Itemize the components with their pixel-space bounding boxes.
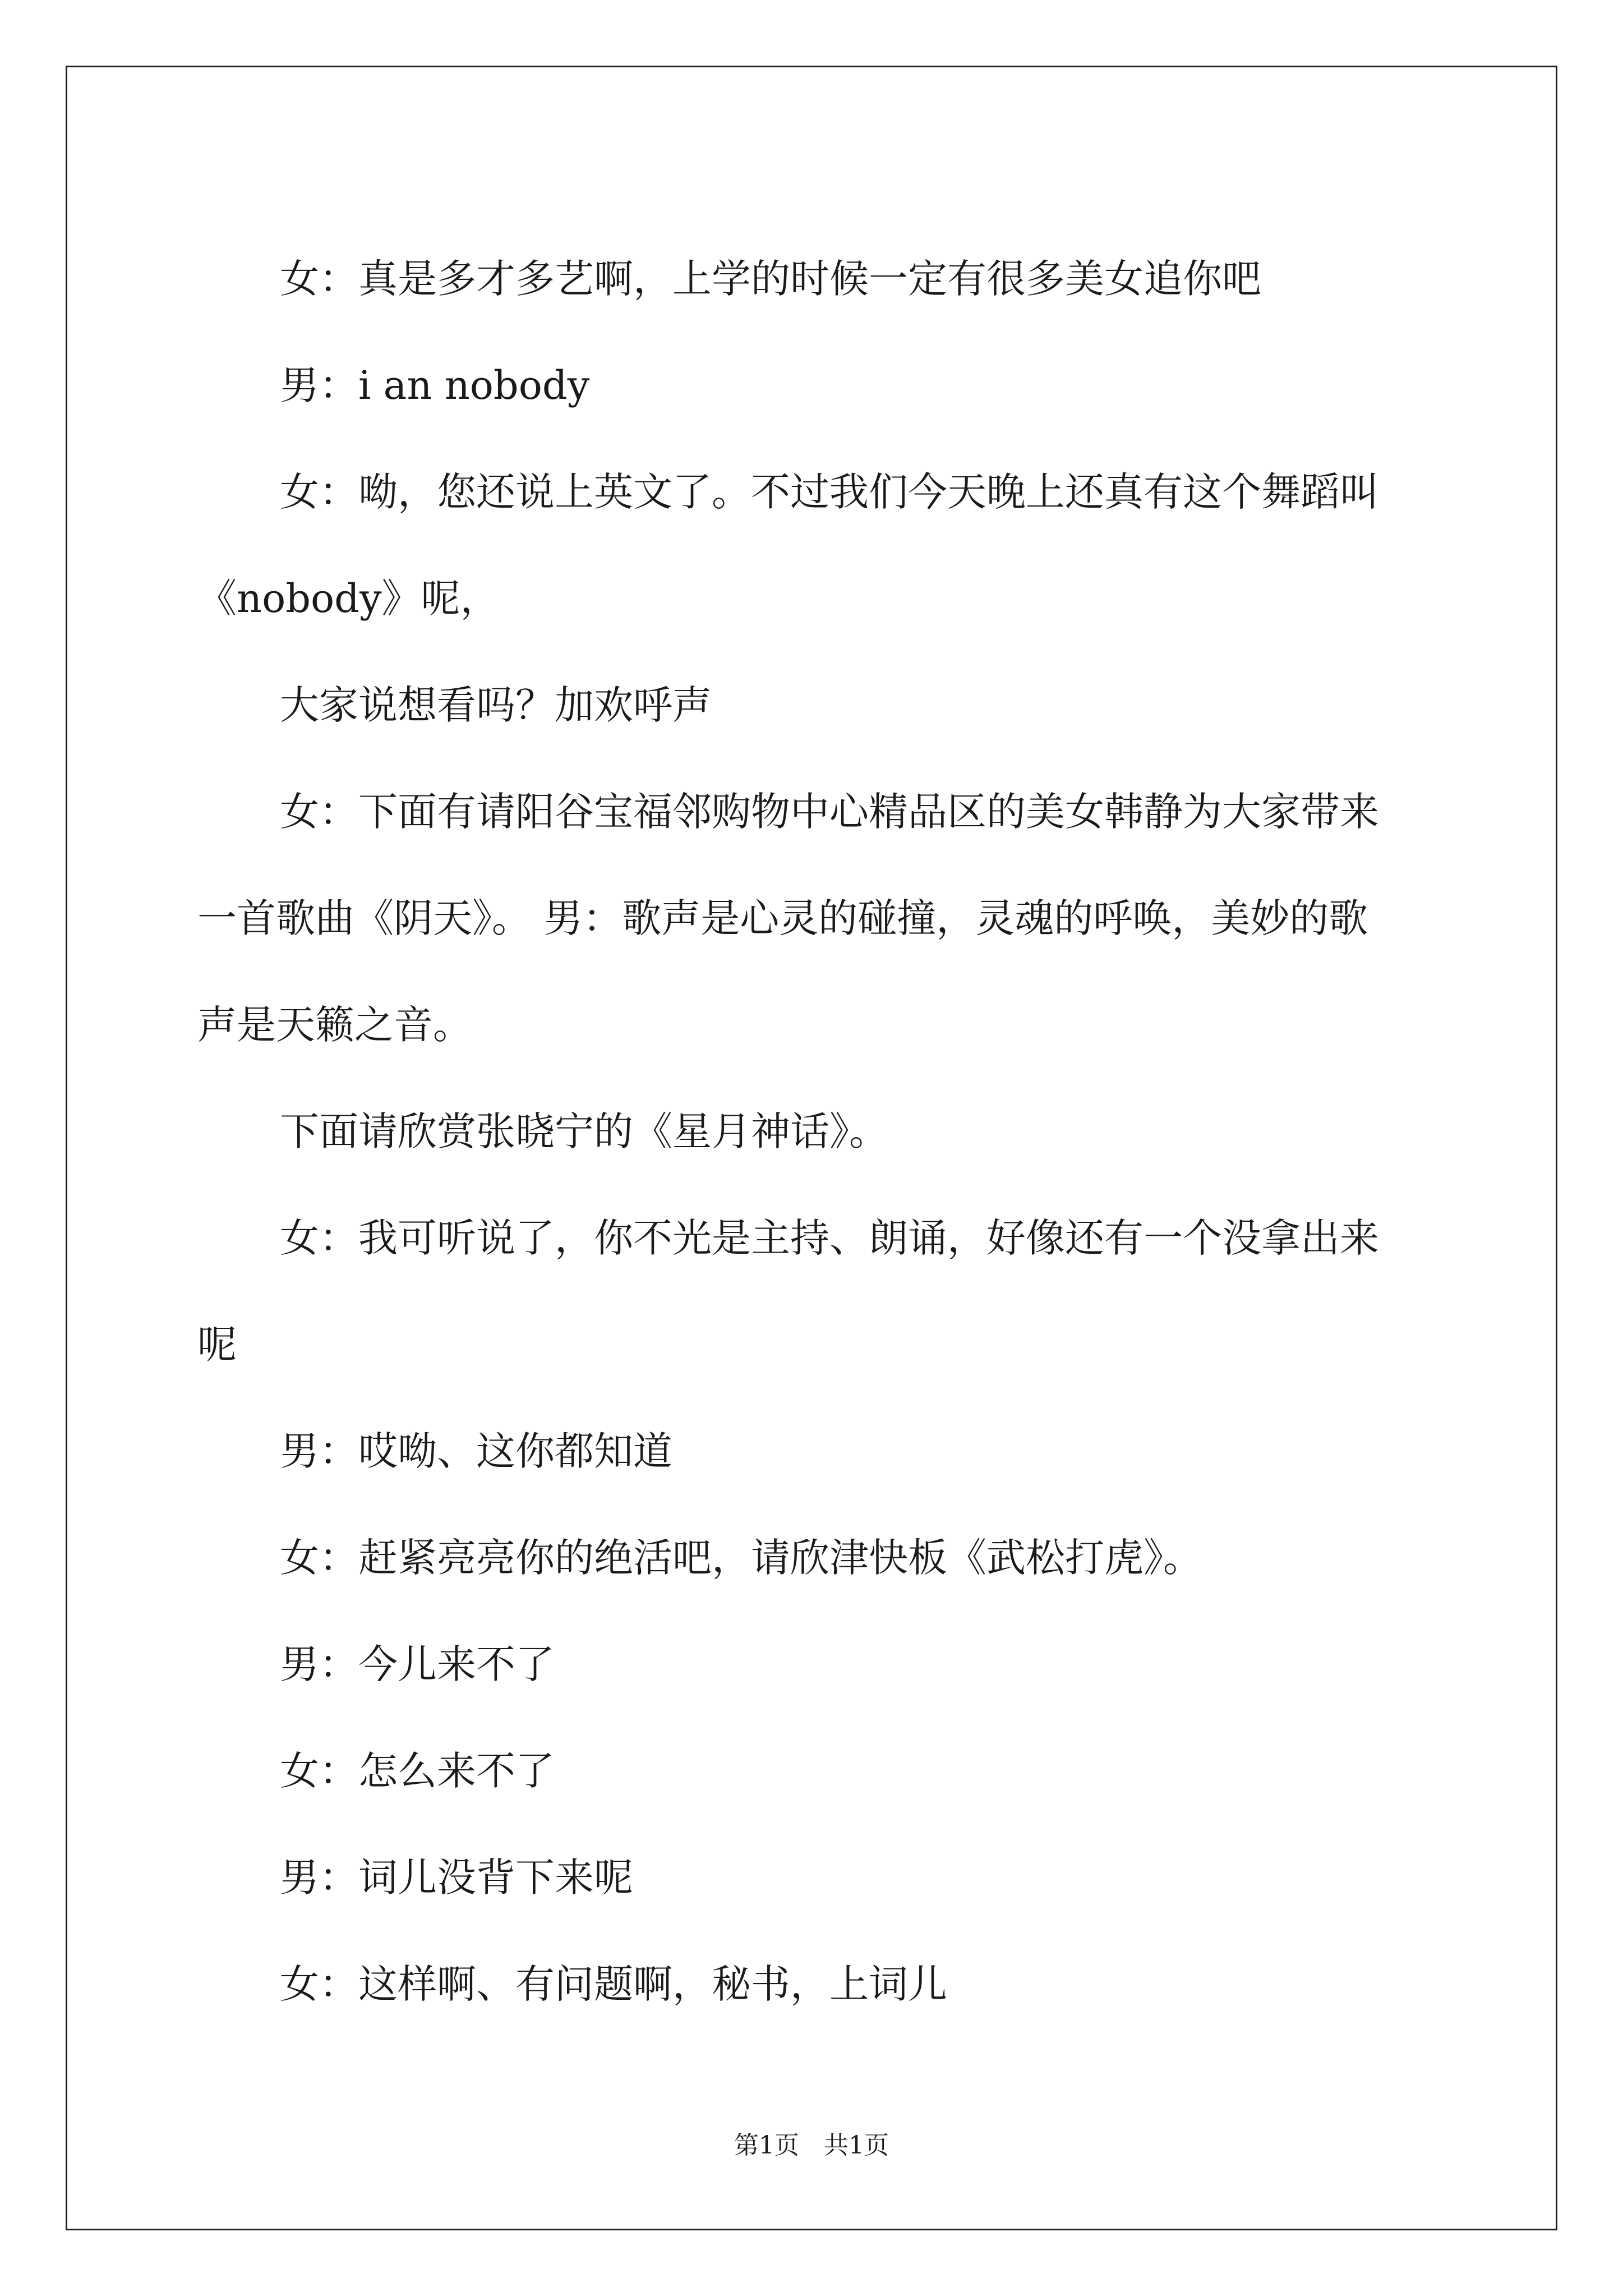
text-line: 女：赶紧亮亮你的绝活吧，请欣津快板《武松打虎》。	[280, 1535, 1202, 1581]
text-line: 下面请欣赏张晓宁的《星月神话》。	[280, 1108, 888, 1154]
text-line: 女：这样啊、有问题啊，秘书，上词儿	[280, 1961, 947, 2007]
text-line: 女：我可听说了，你不光是主持、朗诵，好像还有一个没拿出来	[280, 1215, 1379, 1261]
paragraph	[197, 1078, 1434, 1185]
text-line: 男：词儿没背下来呢	[280, 1855, 633, 1901]
paragraph	[197, 226, 1434, 332]
paragraph	[197, 439, 1434, 652]
text-line: 女：怎么来不了	[280, 1748, 555, 1794]
page-number: 第1页 共1页	[734, 2131, 889, 2160]
paragraph	[197, 1611, 1434, 1718]
text-line: 男：今儿来不了	[280, 1641, 555, 1687]
paragraph	[197, 332, 1434, 439]
paragraph	[197, 1718, 1434, 1824]
text-line: 女：呦，您还说上英文了。不过我们今天晚上还真有这个舞蹈叫	[280, 469, 1379, 515]
text-line: 一首歌曲《阴天》。 男：歌声是心灵的碰撞，灵魂的呼唤，美妙的歌	[197, 895, 1368, 941]
paragraph	[197, 652, 1434, 758]
paragraph	[197, 1824, 1434, 1931]
text-line: 声是天籁之音。	[197, 1002, 472, 1048]
text-line: 女：下面有请阳谷宝福邻购物中心精品区的美女韩静为大家带来	[280, 789, 1379, 835]
paragraph	[197, 1185, 1434, 1398]
text-line: 《nobody》呢，	[197, 576, 500, 622]
text-line: 男：i an nobody	[280, 362, 590, 408]
text-line: 男：哎呦、这你都知道	[280, 1428, 672, 1474]
paragraph	[197, 1398, 1434, 1504]
text-line: 大家说想看吗？加欢呼声	[280, 682, 712, 728]
paragraph	[197, 1504, 1434, 1611]
paragraph	[197, 758, 1434, 1078]
text-line: 呢	[197, 1322, 237, 1368]
page-footer	[0, 2129, 1623, 2162]
document-body	[197, 226, 1434, 2037]
text-line: 女：真是多才多艺啊，上学的时候一定有很多美女追你吧	[280, 256, 1261, 302]
paragraph	[197, 1931, 1434, 2037]
